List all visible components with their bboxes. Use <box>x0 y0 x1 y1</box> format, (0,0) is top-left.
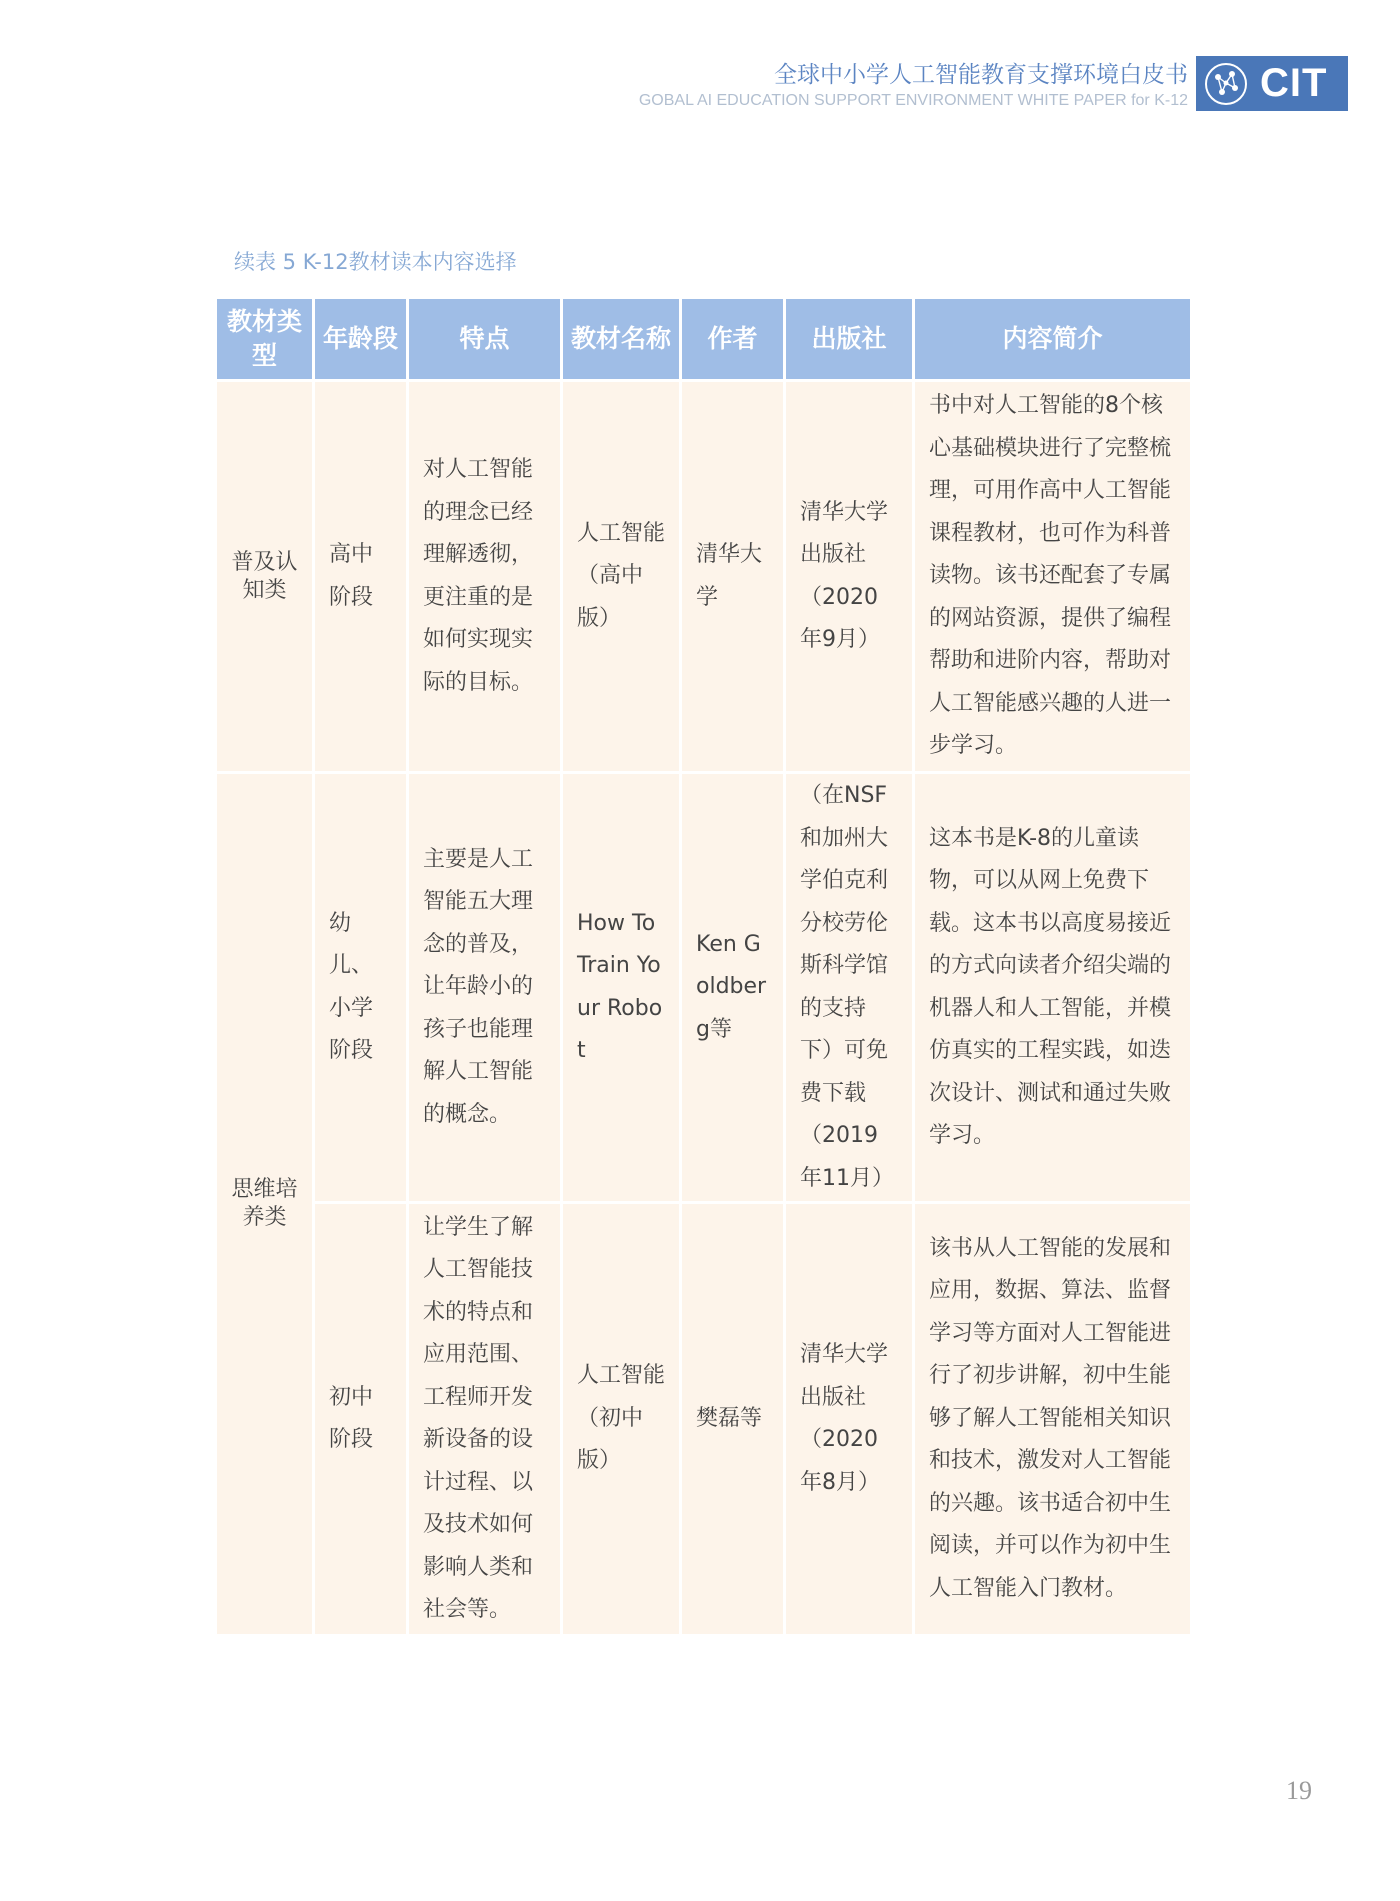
cell-age: 初中阶段 <box>315 1204 406 1634</box>
cell-summary: 该书从人工智能的发展和应用，数据、算法、监督学习等方面对人工智能进行了初步讲解，初中生能够了解人工智能相关知识和技术，激发对人工智能的兴趣。该书适合初中生阅读，并可以作为初中生人工智能入门教材。 <box>915 1204 1190 1634</box>
header-title: 全球中小学人工智能教育支撑环境白皮书 <box>774 62 1188 88</box>
table-row <box>217 1204 1190 1634</box>
cell-feature: 让学生了解人工智能技术的特点和应用范围、工程师开发新设备的设计过程、以及技术如何影响人类和社会等。 <box>409 1204 560 1634</box>
cell-author: 清华大学 <box>682 382 783 774</box>
cell-author: 樊磊等 <box>682 1204 783 1634</box>
cell-feature: 对人工智能的理念已经理解透彻，更注重的是如何实现实际的目标。 <box>409 382 560 774</box>
header-publisher: 出版社 <box>786 299 912 382</box>
cell-type: 普及认知类 <box>217 382 312 774</box>
table-row <box>217 774 1190 1204</box>
header-age: 年龄段 <box>315 299 406 382</box>
cell-title: How To Train Your Robot <box>563 774 679 1204</box>
cell-author: Ken Goldberg等 <box>682 774 783 1204</box>
header-feature: 特点 <box>409 299 560 382</box>
header-subtitle: GOBAL AI EDUCATION SUPPORT ENVIRONMENT WHITE PAPER for K-12 <box>638 92 1188 109</box>
cell-publisher: 清华大学出版社（2020年9月） <box>786 382 912 774</box>
cell-publisher: （在NSF和加州大学伯克利分校劳伦斯科学馆的支持下）可免费下载（2019年11月） <box>786 774 912 1204</box>
cell-summary: 这本书是K-8的儿童读物，可以从网上免费下载。这本书以高度易接近的方式向读者介绍尖端的机器人和人工智能，并模仿真实的工程实践，如迭次设计、测试和通过失败学习。 <box>915 774 1190 1204</box>
table-row <box>217 382 1190 774</box>
header-type: 教材类型 <box>217 299 312 382</box>
header-summary: 内容简介 <box>915 299 1190 382</box>
cell-age: 幼儿、小学阶段 <box>315 774 406 1204</box>
header-title: 教材名称 <box>563 299 679 382</box>
cell-summary: 书中对人工智能的8个核心基础模块进行了完整梳理，可用作高中人工智能课程教材，也可作为科普读物。该书还配套了专属的网站资源，提供了编程帮助和进阶内容，帮助对人工智能感兴趣的人进一步学习。 <box>915 382 1190 774</box>
table-header-row <box>217 299 1190 382</box>
cit-logo <box>1196 56 1348 111</box>
cell-feature: 主要是人工智能五大理念的普及，让年龄小的孩子也能理解人工智能的概念。 <box>409 774 560 1204</box>
brain-network-icon <box>1202 60 1250 108</box>
page-number: 19 <box>1286 1776 1312 1805</box>
table-caption: 续表 5 K-12教材读本内容选择 <box>234 250 517 274</box>
cell-type: 思维培养类 <box>217 774 312 1634</box>
cell-title: 人工智能（高中版） <box>563 382 679 774</box>
cell-title: 人工智能（初中版） <box>563 1204 679 1634</box>
cell-publisher: 清华大学出版社（2020年8月） <box>786 1204 912 1634</box>
cell-age: 高中阶段 <box>315 382 406 774</box>
textbook-table <box>214 299 1193 1634</box>
logo-text: CIT <box>1260 61 1328 105</box>
header-author: 作者 <box>682 299 783 382</box>
